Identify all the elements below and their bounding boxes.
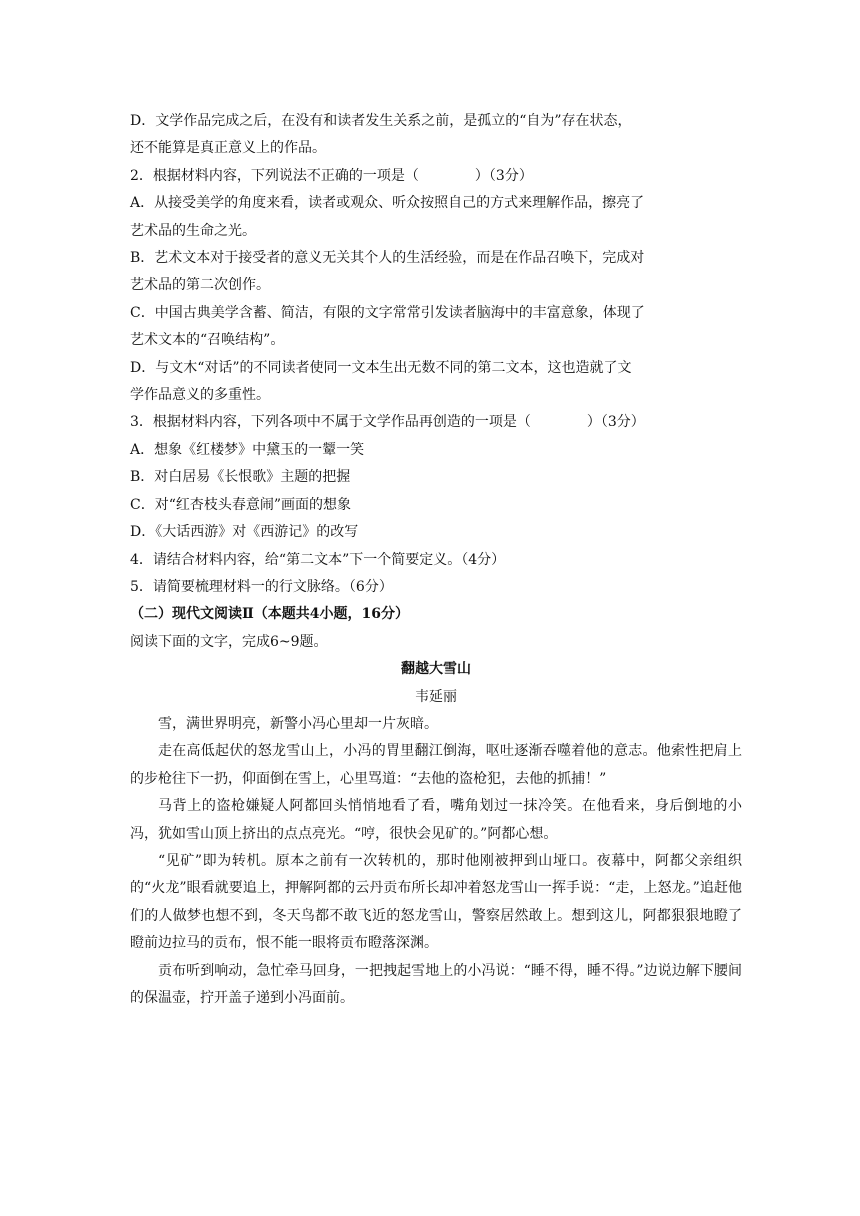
text-line: D．文学作品完成之后，在没有和读者发生关系之前，是孤立的“自为”存在状态，	[130, 113, 632, 129]
text-line: 艺术文本的“召唤结构”。	[130, 332, 285, 349]
option-b: B．对白居易《长恨歌》主题的把握	[130, 469, 351, 486]
option-a: A．从接受美学的角度来看，读者或观众、听众按照自己的方式来理解作品，擦亮了	[130, 195, 645, 212]
option-d: D．与文木“对话”的不同读者使同一文本生出无数不同的第二文本，这也造就了文	[130, 359, 632, 376]
story-paragraph: 走在高低起伏的怒龙雪山上，小冯的胃里翻江倒海，呕吐逐渐吞噬着他的意志。他索性把肩上的步枪往下一扔，仰面倒在雪上，心里骂道：“去他的盗枪犯，去他的抓捕！”	[130, 743, 742, 787]
story-author: 韦延丽	[415, 688, 457, 705]
option-c: C．对“红杏枝头春意闹”画面的想象	[130, 496, 352, 513]
option-a: A．想象《红楼梦》中黛玉的一颦一笑	[130, 441, 365, 458]
instruction: 阅读下面的文字，完成6~9题。	[130, 633, 328, 650]
option-d: D．《大话西游》对《西游记》的改写	[130, 524, 359, 541]
text-line: 还不能算是真正意义上的作品。	[130, 140, 326, 157]
story-body	[130, 711, 742, 1012]
story-title: 翻越大雪山	[401, 661, 471, 678]
question-2: 2．根据材料内容，下列说法不正确的一项是（ ）（3分）	[130, 167, 533, 184]
option-b: B．艺术文本对于接受者的意义无关其个人的生活经验，而是在作品召唤下，完成对	[130, 250, 645, 267]
story-paragraph: 马背上的盗枪嫌疑人阿都回头悄悄地看了看，嘴角划过一抹冷笑。在他看来，身后倒地的小冯，犹如雪山顶上挤出的点点亮光。“哼，很快会见矿的。”阿都心想。	[130, 798, 742, 842]
section-heading: （二）现代文阅读Ⅱ（本题共4小题，16分）	[130, 606, 410, 623]
text-line: 艺术品的第二次创作。	[130, 277, 270, 294]
question-3: 3．根据材料内容，下列各项中不属于文学作品再创造的一项是（ ）（3分）	[130, 414, 645, 431]
question-4: 4．请结合材料内容，给“第二文本”下一个简要定义。（4分）	[130, 551, 506, 568]
question-block	[130, 108, 742, 601]
story-paragraph: “见矿”即为转机。原本之前有一次转机的，那时他刚被押到山垭口。夜幕中，阿都父亲组织的“火龙”眼看就要追上，押解阿都的云丹贡布所长却冲着怒龙雪山一挥手说：“走，上怒龙。”追赶他们的人做梦也想不到，冬天鸟都不敢飞近的怒龙雪山，警察居然敢上。想到这儿，阿都狠狠地瞪了瞪前边拉马的贡布，恨不能一眼将贡布瞪落深渊。	[130, 852, 742, 952]
story-paragraph: 雪，满世界明亮，新警小冯心里却一片灰暗。	[158, 715, 438, 732]
text-line: 艺术品的生命之光。	[130, 222, 256, 239]
option-c: C．中国古典美学含蓄、简洁，有限的文字常常引发读者脑海中的丰富意象，体现了	[130, 304, 645, 321]
document-page	[130, 108, 742, 1012]
question-5: 5．请简要梳理材料一的行文脉络。（6分）	[130, 578, 393, 595]
text-line: 学作品意义的多重性。	[130, 387, 270, 404]
story-paragraph: 贡布听到响动，急忙牵马回身，一把拽起雪地上的小冯说：“睡不得，睡不得。”边说边解下腰间的保温壶，拧开盖子递到小冯面前。	[130, 962, 742, 1006]
